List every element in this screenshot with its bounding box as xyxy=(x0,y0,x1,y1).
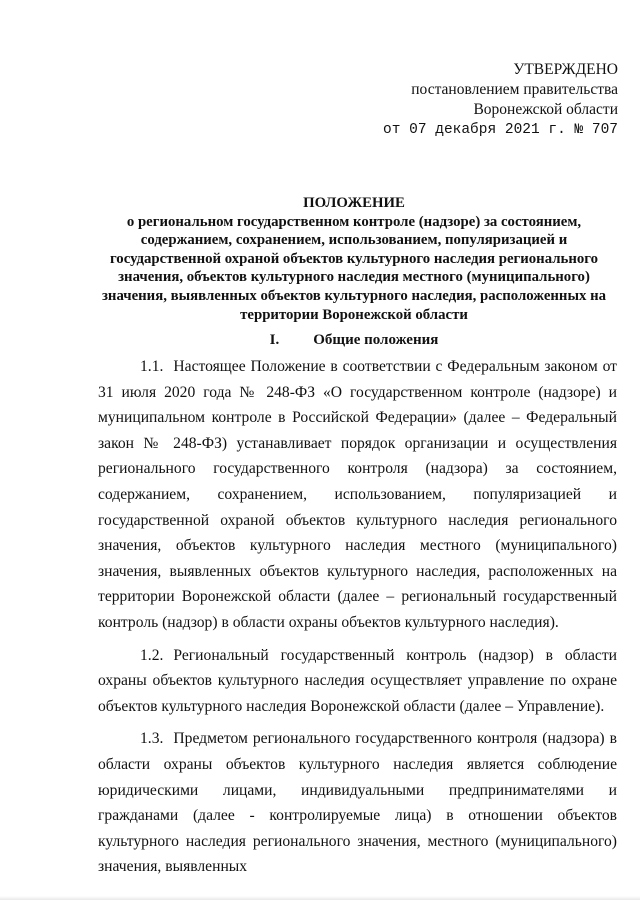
document-title: ПОЛОЖЕНИЕ xyxy=(303,195,405,211)
clause-number: 1.1. xyxy=(140,358,164,375)
approval-authority: постановлением правительства xyxy=(411,81,618,98)
document-body xyxy=(98,354,617,880)
scan-bottom-edge xyxy=(0,896,640,900)
clause-text: Предметом регионального государственного контроля (надзора) в области охраны объектов культурного наследия является соблюдение юридическими лицами, индивидуальными предпринимателями и гражданами (далее - контролируемые лица) в отношении объектов культурного наследия регионального значения, местного (муниципального) значения, выявленных xyxy=(98,730,617,876)
document-subtitle: о региональном государственном контроле (надзоре) за состоянием, содержанием, сохранением, использованием, популяризацией и государственной охраной объектов культурного наследия регионального значения, объектов культурного наследия местного (муниципального) значения, выявленных объектов культурного наследия, расположенных на территории Воронежской области xyxy=(101,213,607,323)
section-heading xyxy=(98,330,610,350)
clause-number: 1.3. xyxy=(140,730,164,748)
clause-paragraph xyxy=(98,726,617,880)
section-title: Общие положения xyxy=(313,332,439,348)
clause-text: Настоящее Положение в соответствии с Федеральным законом от 31 июля 2020 года № 248-ФЗ «О государственном контроле (надзоре) и муниципальном контроле в Российской Федерации» (далее – Федеральный закон № 248-ФЗ) устанавливает порядок организации и осуществления регионального государственного контроля (надзора) за состоянием, содержанием, сохранением, использованием, популяризацией и государственной охраной объектов культурного наследия регионального значения, объектов культурного наследия местного (муниципального) значения, выявленных объектов культурного наследия, расположенных на территории Воронежской области (далее – региональный государственный контроль (надзор) в области охраны объектов культурного наследия). xyxy=(98,358,617,631)
document-title-block xyxy=(98,194,610,324)
approval-date-number: от 07 декабря 2021 г. № 707 xyxy=(383,122,618,138)
approval-region: Воронежской области xyxy=(473,101,618,118)
approval-title: УТВЕРЖДЕНО xyxy=(513,61,618,78)
clause-paragraph xyxy=(98,643,617,720)
clause-number: 1.2. xyxy=(140,646,164,664)
approval-stamp xyxy=(383,60,618,140)
clause-paragraph xyxy=(98,354,617,636)
clause-text: Региональный государственный контроль (надзор) в области охраны объектов культурного наследия осуществляет управление по охране объектов культурного наследия Воронежской области (далее – Управление). xyxy=(98,646,617,715)
section-number: I. xyxy=(269,332,280,348)
